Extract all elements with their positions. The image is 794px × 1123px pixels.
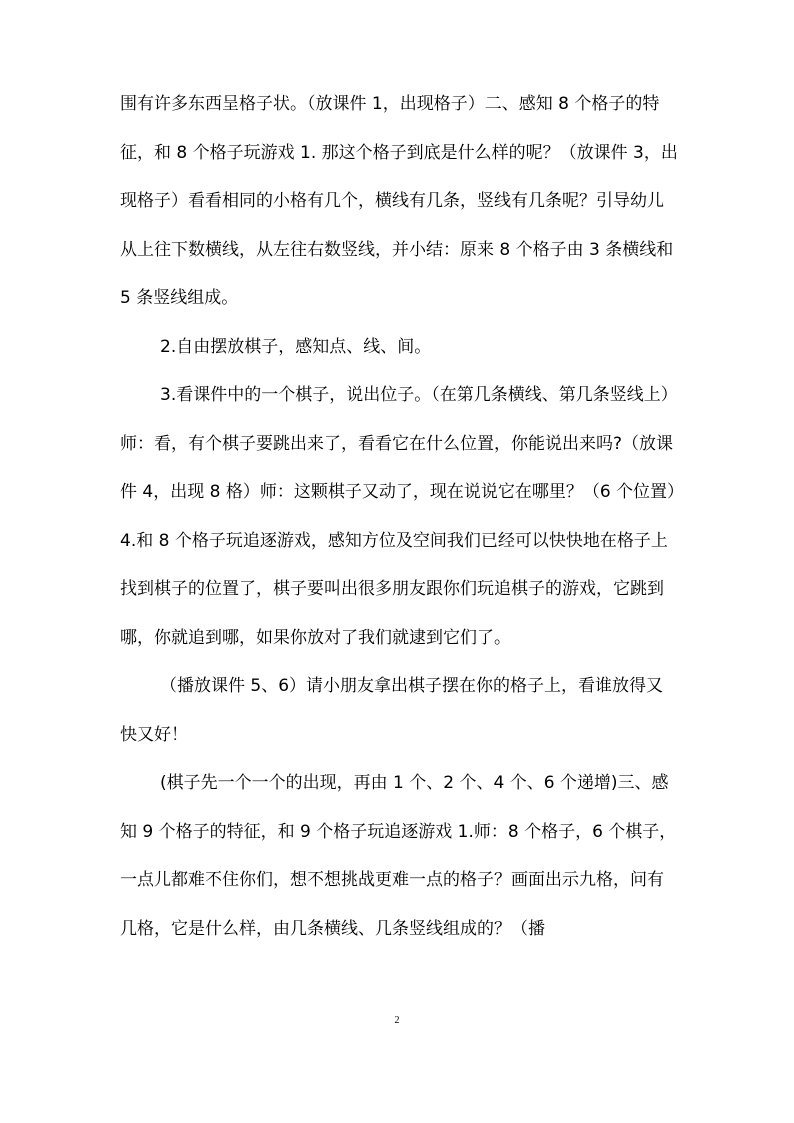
paragraph-5: (棋子先一个一个的出现，再由 1 个、2 个、4 个、6 个递增)三、感知 9 个格子的特征，和 9 个格子玩追逐游戏 1.师：8 个格子，6 个棋子，一点儿都难不住你们，想不想挑战更难一点的格子？画面出示九格，问有几格，它是什么样，由几条横线、几条竖线组成的？（播 (120, 773, 677, 939)
paragraph-4: （播放课件 5、6）请小朋友拿出棋子摆在你的格子上，看谁放得又快又好！ (120, 676, 664, 745)
paragraph-1: 围有许多东西呈格子状。（放课件 1，出现格子）二、感知 8 个格子的特征，和 8 个格子玩游戏 1. 那这个格子到底是什么样的呢？（放课件 3，出现格子）看看相同的小格有几个，横线有几条，竖线有几条呢？引导幼儿从上往下数横线，从左往右数竖线，并小结：原来 8 个格子由 3 条横线和 5 条竖线组成。 (120, 94, 679, 308)
page-number: 2 (394, 1015, 400, 1026)
page-body (120, 80, 680, 953)
paragraph-3: 3.看课件中的一个棋子，说出位子。（在第几条横线、第几条竖线上）师：看，有个棋子要跳出来了，看看它在什么位置，你能说出来吗?（放课件 4，出现 8 格）师：这颗棋子又动了，现在说说它在哪里？（6 个位置）4.和 8 个格子玩追逐游戏，感知方位及空间我们已经可以快快地在格子上找到棋子的位置了，棋子要叫出很多朋友跟你们玩追棋子的游戏，它跳到哪，你就追到哪，如果你放对了我们就逮到它们了。 (120, 385, 678, 648)
paragraph-2: 2.自由摆放棋子，感知点、线、间。 (160, 336, 432, 357)
